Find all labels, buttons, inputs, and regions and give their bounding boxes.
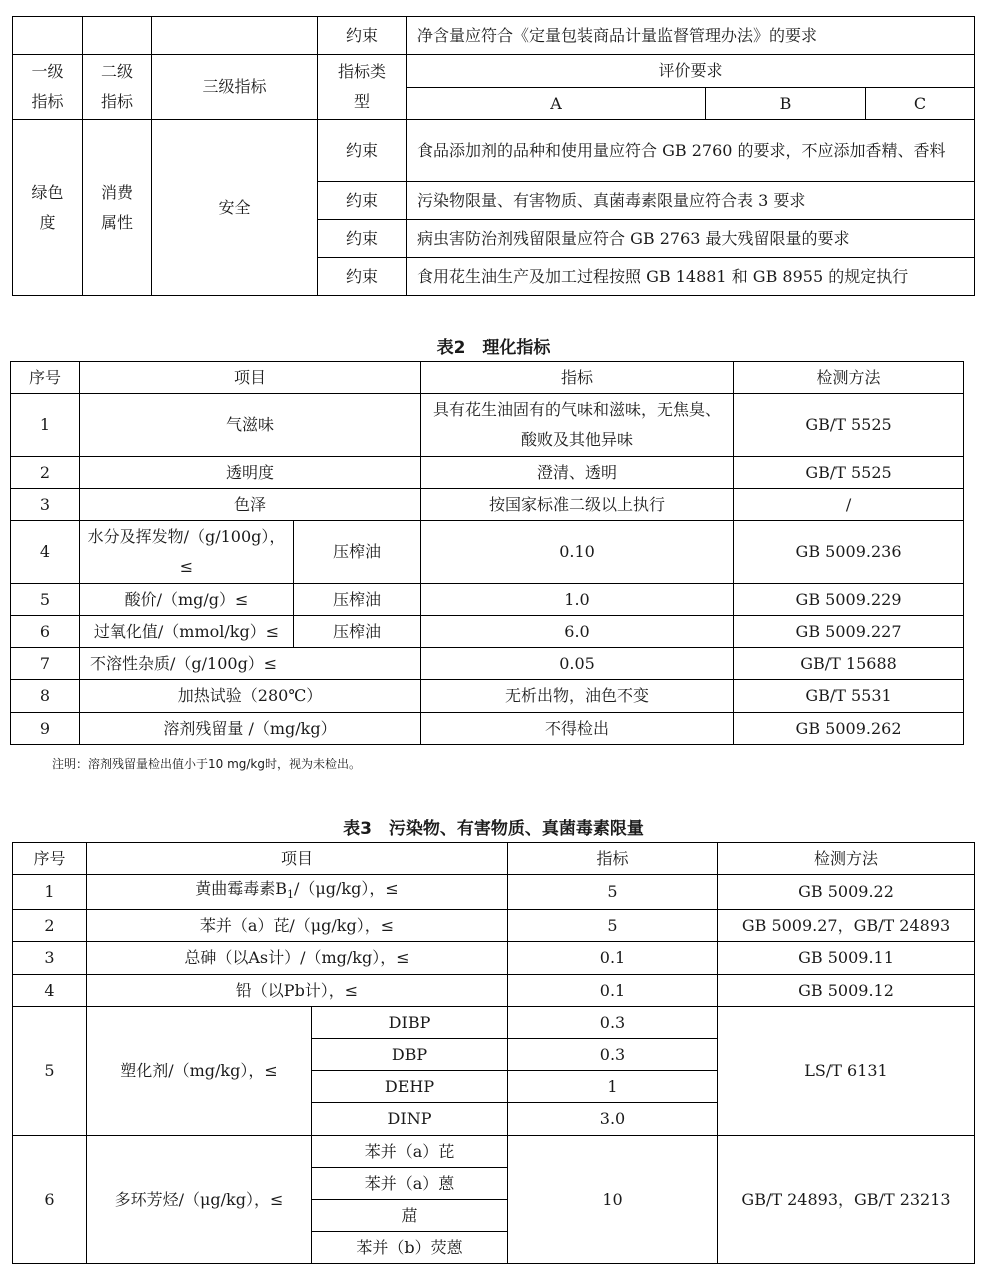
header-level3: 三级指标 (152, 55, 318, 120)
header-method: 检测方法 (718, 843, 975, 875)
cell-index: 1 (508, 1071, 718, 1103)
table-row (11, 648, 964, 680)
cell-index: 10 (508, 1136, 718, 1264)
cell-type: 约束 (318, 220, 407, 258)
header-c: C (866, 88, 975, 120)
table-header-row (13, 843, 975, 875)
header-a: A (407, 88, 706, 120)
cell-index: 不得检出 (421, 713, 734, 745)
header-eval: 评价要求 (407, 55, 975, 88)
cell-index: 0.10 (421, 521, 734, 584)
cell-index: 按国家标准二级以上执行 (421, 489, 734, 521)
cell-no: 1 (11, 394, 80, 457)
header-item: 项目 (87, 843, 508, 875)
table-row (11, 457, 964, 489)
evaluation-requirements-table (12, 16, 975, 296)
cell-type: 约束 (318, 17, 407, 55)
cell-item: 透明度 (80, 457, 421, 489)
cell-type: 约束 (318, 120, 407, 182)
cell-index: 0.1 (508, 942, 718, 975)
cell-sub: 苯并（b）荧蒽 (312, 1232, 508, 1264)
table-row (11, 394, 964, 457)
cell-item: 色泽 (80, 489, 421, 521)
table-row (13, 875, 975, 910)
cell (13, 17, 83, 55)
table-header-row (11, 362, 964, 394)
cell-method: GB 5009.229 (734, 584, 964, 616)
cell-no: 5 (11, 584, 80, 616)
cell-method: GB 5009.22 (718, 875, 975, 910)
header-method: 检测方法 (734, 362, 964, 394)
cell-no: 6 (13, 1136, 87, 1264)
table-row (13, 1007, 975, 1039)
cell-requirement: 污染物限量、有害物质、真菌毒素限量应符合表 3 要求 (407, 182, 975, 220)
cell-sub: DIBP (312, 1007, 508, 1039)
table-row (11, 713, 964, 745)
cell-item: 水分及挥发物/（g/100g），≤ (80, 521, 294, 584)
cell-type: 约束 (318, 182, 407, 220)
cell-sub: DINP (312, 1103, 508, 1136)
table-row (11, 584, 964, 616)
cell-method: GB 5009.27，GB/T 24893 (718, 910, 975, 942)
cell-method: GB/T 24893，GB/T 23213 (718, 1136, 975, 1264)
cell-item: 不溶性杂质/（g/100g）≤ (80, 648, 421, 680)
cell-method: GB/T 5531 (734, 680, 964, 713)
cell-item: 塑化剂/（mg/kg），≤ (87, 1007, 312, 1136)
cell-type: 约束 (318, 258, 407, 296)
cell (83, 17, 152, 55)
cell-index: 无析出物，油色不变 (421, 680, 734, 713)
item-text: 黄曲霉毒素B (195, 879, 287, 898)
cell-no: 7 (11, 648, 80, 680)
contaminants-table (12, 842, 975, 1264)
header-b: B (706, 88, 866, 120)
item-text: /（μg/kg），≤ (294, 879, 399, 898)
physicochemical-table (10, 361, 964, 745)
group-level3: 安全 (152, 120, 318, 296)
cell-no: 4 (13, 975, 87, 1007)
table-row (11, 489, 964, 521)
table-row (13, 1136, 975, 1168)
cell-method: GB 5009.227 (734, 616, 964, 648)
header-no: 序号 (13, 843, 87, 875)
cell-no: 4 (11, 521, 80, 584)
cell-index: 澄清、透明 (421, 457, 734, 489)
table-row (13, 942, 975, 975)
group-level2: 消费 属性 (83, 120, 152, 296)
cell-no: 3 (11, 489, 80, 521)
cell-requirement: 食品添加剂的品种和使用量应符合 GB 2760 的要求，不应添加香精、香料 (407, 120, 975, 182)
cell-item: 加热试验（280℃） (80, 680, 421, 713)
cell-no: 9 (11, 713, 80, 745)
cell-method: / (734, 489, 964, 521)
group-level1: 绿色 度 (13, 120, 83, 296)
cell-item: 过氧化值/（mmol/kg）≤ (80, 616, 294, 648)
cell (152, 17, 318, 55)
cell-method: GB 5009.262 (734, 713, 964, 745)
cell-index: 5 (508, 875, 718, 910)
cell-index: 0.1 (508, 975, 718, 1007)
header-item: 项目 (80, 362, 421, 394)
cell-sub: 苯并（a）蒽 (312, 1168, 508, 1200)
table-row (11, 616, 964, 648)
table-row (13, 120, 975, 182)
header-type: 指标类 型 (318, 55, 407, 120)
cell-index: 0.3 (508, 1007, 718, 1039)
cell-sub: DBP (312, 1039, 508, 1071)
cell-sub: 压榨油 (294, 521, 421, 584)
cell-method: GB/T 15688 (734, 648, 964, 680)
cell-item: 气滋味 (80, 394, 421, 457)
cell-index: 6.0 (421, 616, 734, 648)
cell-method: GB/T 5525 (734, 457, 964, 489)
cell-no: 2 (13, 910, 87, 942)
cell-requirement: 病虫害防治剂残留限量应符合 GB 2763 最大残留限量的要求 (407, 220, 975, 258)
header-index: 指标 (421, 362, 734, 394)
table2-note: 注明：溶剂残留量检出值小于10 mg/kg时，视为未检出。 (52, 757, 362, 771)
header-no: 序号 (11, 362, 80, 394)
cell-item: 铅（以Pb计），≤ (87, 975, 508, 1007)
cell-item (87, 875, 508, 910)
cell-no: 5 (13, 1007, 87, 1136)
table-header-row (13, 55, 975, 88)
cell-method: GB 5009.236 (734, 521, 964, 584)
cell-sub: 苯并（a）芘 (312, 1136, 508, 1168)
cell-no: 3 (13, 942, 87, 975)
cell-index: 0.3 (508, 1039, 718, 1071)
cell-index: 3.0 (508, 1103, 718, 1136)
table-row (13, 910, 975, 942)
cell-item: 多环芳烃/（μg/kg），≤ (87, 1136, 312, 1264)
item-subscript: 1 (287, 888, 294, 902)
table-row (11, 680, 964, 713)
cell-no: 8 (11, 680, 80, 713)
cell-item: 溶剂残留量 /（mg/kg） (80, 713, 421, 745)
cell-method: LS/T 6131 (718, 1007, 975, 1136)
cell-index: 0.05 (421, 648, 734, 680)
cell-index: 1.0 (421, 584, 734, 616)
table-row (11, 521, 964, 584)
cell-no: 2 (11, 457, 80, 489)
cell-no: 1 (13, 875, 87, 910)
cell-item: 酸价/（mg/g）≤ (80, 584, 294, 616)
header-level1: 一级 指标 (13, 55, 83, 120)
table-row (13, 975, 975, 1007)
cell-method: GB/T 5525 (734, 394, 964, 457)
cell-method: GB 5009.12 (718, 975, 975, 1007)
cell-index: 5 (508, 910, 718, 942)
cell-item: 苯并（a）芘/（μg/kg），≤ (87, 910, 508, 942)
cell-index: 具有花生油固有的气味和滋味，无焦臭、酸败及其他异味 (421, 394, 734, 457)
table3-caption: 表3 污染物、有害物质、真菌毒素限量 (343, 819, 644, 839)
table2-caption: 表2 理化指标 (436, 338, 551, 358)
cell-no: 6 (11, 616, 80, 648)
cell-requirement: 食用花生油生产及加工过程按照 GB 14881 和 GB 8955 的规定执行 (407, 258, 975, 296)
cell-sub: DEHP (312, 1071, 508, 1103)
cell-sub: 压榨油 (294, 616, 421, 648)
header-index: 指标 (508, 843, 718, 875)
cell-sub: 䓛 (312, 1200, 508, 1232)
cell-item: 总砷（以As计）/（mg/kg），≤ (87, 942, 508, 975)
cell-requirement: 净含量应符合《定量包装商品计量监督管理办法》的要求 (407, 17, 975, 55)
table-row (13, 17, 975, 55)
cell-sub: 压榨油 (294, 584, 421, 616)
cell-method: GB 5009.11 (718, 942, 975, 975)
header-level2: 二级 指标 (83, 55, 152, 120)
